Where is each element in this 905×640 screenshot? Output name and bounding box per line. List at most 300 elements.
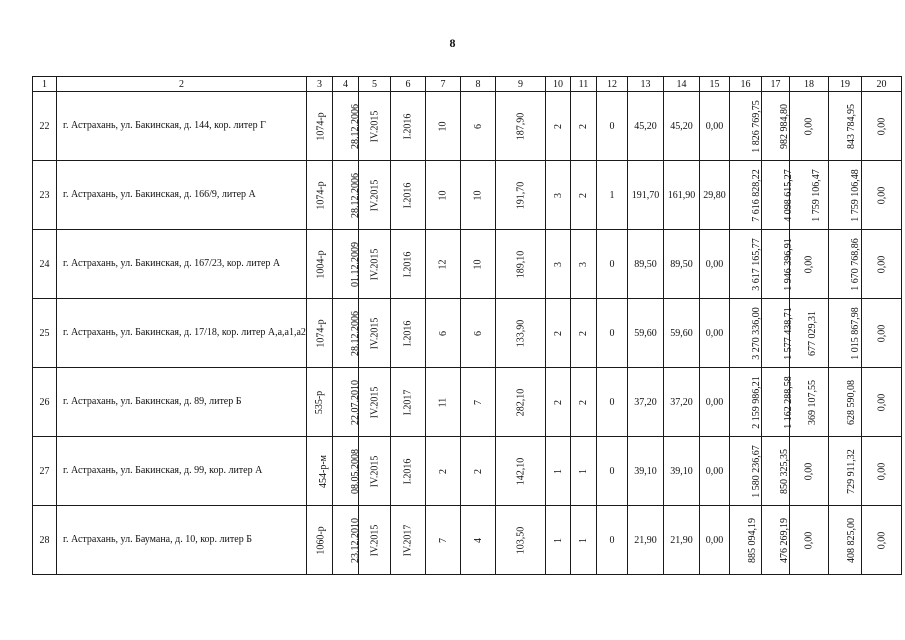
cell-col-6 — [391, 92, 426, 161]
cell-value: 7 — [472, 399, 484, 405]
cell-value: 0,00 — [705, 465, 724, 477]
cell-col-6 — [391, 161, 426, 230]
cell-col-14 — [664, 230, 700, 299]
cell-col-14 — [664, 437, 700, 506]
cell-value: 1 759 106,47 — [810, 168, 822, 222]
cell-col-19 — [829, 230, 862, 299]
cell-col-20 — [862, 299, 902, 368]
cell-col-1 — [33, 437, 57, 506]
cell-value: 1 580 236,67 — [750, 444, 762, 498]
cell-value: 2 — [552, 123, 564, 129]
cell-col-18 — [790, 230, 829, 299]
cell-value: 21,90 — [634, 534, 657, 546]
cell-col-3 — [307, 368, 333, 437]
cell-value: 408 825,00 — [846, 517, 857, 563]
cell-value: 21,90 — [670, 534, 693, 546]
cell-value: 2 — [437, 468, 449, 474]
table-row — [33, 299, 902, 368]
cell-col-15 — [700, 368, 730, 437]
cell-value: 0,00 — [803, 255, 815, 273]
cell-col-18 — [790, 437, 829, 506]
cell-col-19 — [829, 437, 862, 506]
cell-col-15 — [700, 299, 730, 368]
cell-col-14 — [664, 299, 700, 368]
column-header-6: 6 — [391, 77, 426, 92]
column-header-10: 10 — [546, 77, 571, 92]
cell-value: 0 — [609, 534, 615, 546]
cell-value: IV.2015 — [369, 455, 381, 487]
address-text: г. Астрахань, ул. Бакинская, д. 166/9, литер А — [63, 189, 256, 201]
cell-value: 1 — [552, 468, 564, 474]
cell-value: 0 — [609, 327, 615, 339]
cell-col-15 — [700, 161, 730, 230]
cell-col-12 — [597, 161, 628, 230]
address-text: г. Астрахань, ул. Бакинская, д. 99, кор. литер А — [63, 465, 263, 477]
cell-value: 729 911,32 — [845, 448, 857, 494]
cell-col-5 — [359, 299, 391, 368]
cell-col-5 — [359, 368, 391, 437]
cell-col-7 — [426, 437, 461, 506]
cell-value: 0 — [609, 120, 615, 132]
table-row — [33, 437, 902, 506]
cell-value: 1060-р — [315, 525, 327, 555]
cell-value: 0,00 — [876, 393, 887, 411]
cell-col-7 — [426, 506, 461, 575]
cell-value: 1 — [578, 537, 589, 543]
column-header-19: 19 — [829, 77, 862, 92]
cell-value: 2 — [552, 399, 564, 405]
cell-value: 0,00 — [876, 462, 887, 480]
cell-col-5 — [359, 230, 391, 299]
cell-col-1 — [33, 161, 57, 230]
cell-value: 45,20 — [670, 120, 693, 132]
cell-col-14 — [664, 161, 700, 230]
cell-col-12 — [597, 506, 628, 575]
cell-value: 982 984,80 — [779, 103, 790, 149]
cell-value: 0,00 — [705, 396, 724, 408]
cell-value: 1 162 288,58 — [782, 375, 794, 429]
cell-col-20 — [862, 506, 902, 575]
cell-value: 2 — [552, 330, 564, 336]
cell-value: 6 — [472, 330, 484, 336]
cell-value: 37,20 — [634, 396, 657, 408]
cell-value: 89,50 — [634, 258, 657, 270]
column-header-11: 11 — [571, 77, 597, 92]
cell-col-8 — [461, 92, 496, 161]
cell-col-18 — [790, 92, 829, 161]
cell-col-20 — [862, 161, 902, 230]
cell-col-18 — [790, 506, 829, 575]
cell-col-11 — [571, 506, 597, 575]
cell-value: 1 759 106,48 — [849, 168, 861, 222]
cell-value: 0,00 — [803, 531, 815, 549]
cell-value: IV.2015 — [369, 110, 381, 142]
cell-value: 08.05.2008 — [350, 448, 361, 494]
cell-col-2 — [57, 299, 307, 368]
cell-col-6 — [391, 506, 426, 575]
cell-value: 2 — [472, 468, 484, 474]
cell-value: 0,00 — [803, 462, 815, 480]
cell-value: 11 — [437, 397, 449, 407]
cell-col-12 — [597, 437, 628, 506]
cell-col-19 — [829, 506, 862, 575]
cell-col-4 — [333, 230, 359, 299]
cell-value: 2 — [578, 123, 589, 129]
table-row — [33, 161, 902, 230]
cell-value: 6 — [437, 330, 449, 336]
cell-value: 161,90 — [667, 189, 696, 201]
cell-col-11 — [571, 161, 597, 230]
cell-col-17 — [762, 368, 794, 437]
cell-col-16 — [730, 506, 762, 575]
cell-value: 535-р — [314, 390, 325, 414]
cell-value: 59,60 — [670, 327, 693, 339]
cell-col-19 — [829, 299, 862, 368]
cell-value: 476 269,19 — [779, 517, 790, 563]
cell-value: 27 — [39, 465, 50, 477]
cell-value: 0,00 — [876, 117, 887, 135]
cell-value: 28.12.2006 — [350, 103, 361, 149]
cell-value: 3 — [552, 261, 564, 267]
column-header-16: 16 — [730, 77, 762, 92]
cell-col-15 — [700, 230, 730, 299]
table-row — [33, 230, 902, 299]
cell-value: 0,00 — [876, 324, 887, 342]
housing-register-table — [32, 76, 902, 575]
cell-value: 2 — [578, 399, 589, 405]
cell-col-13 — [628, 92, 664, 161]
cell-value: 28.12.2006 — [350, 172, 361, 218]
cell-value: 2 — [578, 192, 589, 198]
cell-value: 0 — [609, 258, 615, 270]
cell-col-17 — [762, 230, 794, 299]
cell-col-3 — [307, 437, 333, 506]
cell-value: 1074-р — [315, 180, 327, 210]
cell-col-17 — [762, 161, 794, 230]
cell-value: 0,00 — [705, 327, 724, 339]
cell-value: 22 — [39, 120, 50, 132]
cell-value: 843 784,95 — [846, 103, 857, 149]
cell-col-9 — [496, 368, 546, 437]
cell-value: 59,60 — [634, 327, 657, 339]
cell-value: 0 — [609, 396, 615, 408]
cell-col-7 — [426, 161, 461, 230]
column-header-3: 3 — [307, 77, 333, 92]
column-header-13: 13 — [628, 77, 664, 92]
header-row — [33, 77, 902, 92]
cell-value: IV.2015 — [369, 179, 381, 211]
cell-value: I.2016 — [402, 320, 414, 346]
cell-value: 37,20 — [670, 396, 693, 408]
cell-col-7 — [426, 92, 461, 161]
cell-col-1 — [33, 506, 57, 575]
cell-value: 454-р-м — [318, 454, 329, 488]
cell-col-1 — [33, 92, 57, 161]
page-number: 8 — [449, 36, 456, 50]
cell-col-16 — [730, 230, 762, 299]
cell-value: 191,70 — [515, 181, 526, 209]
cell-col-1 — [33, 368, 57, 437]
cell-col-3 — [307, 92, 333, 161]
cell-col-13 — [628, 506, 664, 575]
cell-value: 1 015 867,98 — [849, 306, 861, 360]
cell-value: 3 270 336,00 — [750, 306, 762, 360]
cell-col-16 — [730, 161, 762, 230]
cell-col-3 — [307, 506, 333, 575]
cell-col-12 — [597, 230, 628, 299]
cell-value: 1 — [578, 468, 589, 474]
column-header-14: 14 — [664, 77, 700, 92]
cell-col-5 — [359, 92, 391, 161]
cell-col-9 — [496, 506, 546, 575]
cell-col-12 — [597, 299, 628, 368]
cell-col-2 — [57, 437, 307, 506]
cell-value: IV.2015 — [369, 317, 381, 349]
cell-col-8 — [461, 161, 496, 230]
cell-col-20 — [862, 437, 902, 506]
cell-col-11 — [571, 92, 597, 161]
cell-value: 26 — [39, 396, 50, 408]
cell-value: 10 — [437, 190, 449, 200]
cell-value: 22.07.2010 — [350, 379, 361, 425]
column-header-12: 12 — [597, 77, 628, 92]
cell-col-14 — [664, 368, 700, 437]
cell-col-11 — [571, 299, 597, 368]
cell-value: 0,00 — [876, 255, 887, 273]
cell-value: 24 — [39, 258, 50, 270]
cell-col-19 — [829, 368, 862, 437]
cell-value: I.2017 — [402, 389, 414, 415]
cell-value: 39,10 — [670, 465, 693, 477]
cell-col-8 — [461, 299, 496, 368]
cell-col-6 — [391, 230, 426, 299]
cell-col-9 — [496, 92, 546, 161]
cell-col-3 — [307, 299, 333, 368]
cell-col-15 — [700, 92, 730, 161]
cell-value: 1074-р — [315, 318, 327, 348]
cell-col-13 — [628, 161, 664, 230]
column-header-7: 7 — [426, 77, 461, 92]
cell-value: 89,50 — [670, 258, 693, 270]
cell-col-6 — [391, 437, 426, 506]
cell-col-10 — [546, 92, 571, 161]
address-text: г. Астрахань, ул. Бакинская, д. 144, кор. литер Г — [63, 120, 266, 132]
cell-col-19 — [829, 161, 862, 230]
cell-col-17 — [762, 299, 794, 368]
cell-col-13 — [628, 299, 664, 368]
cell-value: 3 617 165,77 — [750, 237, 762, 291]
cell-col-6 — [391, 299, 426, 368]
cell-col-8 — [461, 368, 496, 437]
address-text: г. Астрахань, ул. Бакинская, д. 167/23, кор. литер А — [63, 258, 281, 270]
cell-value: 0,00 — [705, 258, 724, 270]
cell-col-17 — [762, 506, 790, 575]
cell-value: 29,80 — [703, 189, 726, 201]
cell-value: 677 029,31 — [807, 310, 818, 356]
cell-value: 28.12.2006 — [350, 310, 361, 356]
cell-col-5 — [359, 506, 391, 575]
cell-col-16 — [730, 368, 762, 437]
cell-col-4 — [333, 368, 359, 437]
table-row — [33, 92, 902, 161]
cell-col-8 — [461, 230, 496, 299]
cell-value: 103,50 — [515, 526, 526, 554]
cell-value: 1074-р — [315, 111, 327, 141]
cell-value: 282,10 — [515, 388, 526, 416]
column-header-8: 8 — [461, 77, 496, 92]
cell-value: 7 616 828,22 — [750, 168, 762, 222]
cell-col-10 — [546, 299, 571, 368]
column-header-4: 4 — [333, 77, 359, 92]
cell-col-4 — [333, 299, 359, 368]
cell-value: 2 159 986,21 — [750, 375, 762, 429]
cell-col-5 — [359, 161, 391, 230]
cell-value: I.2016 — [402, 458, 414, 484]
column-header-9: 9 — [496, 77, 546, 92]
cell-value: I.2016 — [402, 182, 414, 208]
column-header-20: 20 — [862, 77, 902, 92]
cell-col-9 — [496, 161, 546, 230]
cell-value: 01.12.2009 — [350, 241, 361, 287]
column-header-15: 15 — [700, 77, 730, 92]
cell-value: 7 — [437, 537, 449, 543]
cell-col-2 — [57, 368, 307, 437]
cell-col-18 — [790, 368, 829, 437]
cell-value: 45,20 — [634, 120, 657, 132]
cell-col-20 — [862, 92, 902, 161]
column-header-1: 1 — [33, 77, 57, 92]
cell-col-13 — [628, 368, 664, 437]
cell-value: I.2016 — [402, 251, 414, 277]
column-header-5: 5 — [359, 77, 391, 92]
cell-value: IV.2017 — [402, 524, 414, 556]
cell-col-6 — [391, 368, 426, 437]
cell-value: 2 — [578, 330, 589, 336]
cell-col-20 — [862, 368, 902, 437]
cell-value: 25 — [39, 327, 50, 339]
cell-col-14 — [664, 506, 700, 575]
cell-col-10 — [546, 368, 571, 437]
cell-value: 191,70 — [631, 189, 660, 201]
cell-col-17 — [762, 92, 790, 161]
cell-col-18 — [790, 299, 829, 368]
cell-value: 0 — [609, 465, 615, 477]
cell-col-11 — [571, 437, 597, 506]
cell-value: 4 098 615,27 — [782, 168, 794, 222]
cell-col-1 — [33, 230, 57, 299]
cell-value: 10 — [472, 259, 484, 269]
cell-col-14 — [664, 92, 700, 161]
cell-col-10 — [546, 506, 571, 575]
cell-value: 1 670 768,86 — [849, 237, 861, 291]
cell-value: 1 577 438,71 — [782, 306, 794, 360]
cell-value: 0,00 — [705, 534, 724, 546]
cell-col-16 — [730, 92, 762, 161]
cell-value: 10 — [437, 121, 449, 131]
cell-value: 0,00 — [876, 531, 887, 549]
cell-value: 23 — [39, 189, 50, 201]
cell-col-16 — [730, 437, 762, 506]
cell-col-9 — [496, 437, 546, 506]
cell-value: 1 826 769,75 — [750, 99, 762, 153]
cell-col-9 — [496, 299, 546, 368]
cell-col-5 — [359, 437, 391, 506]
cell-col-12 — [597, 368, 628, 437]
cell-value: 133,90 — [515, 319, 526, 347]
cell-col-18 — [790, 161, 829, 230]
cell-value: 0,00 — [876, 186, 887, 204]
cell-value: 1 — [609, 189, 615, 201]
cell-value: 1004-р — [315, 249, 327, 279]
cell-col-9 — [496, 230, 546, 299]
address-text: г. Астрахань, ул. Бакинская, д. 17/18, кор. литер А,а,а1,а2 — [63, 327, 306, 339]
cell-value: 39,10 — [634, 465, 657, 477]
cell-value: IV.2015 — [369, 524, 381, 556]
cell-col-2 — [57, 161, 307, 230]
cell-col-8 — [461, 437, 496, 506]
cell-col-15 — [700, 506, 730, 575]
address-text: г. Астрахань, ул. Бакинская, д. 89, литер Б — [63, 396, 242, 408]
cell-value: 10 — [472, 190, 484, 200]
cell-col-4 — [333, 92, 359, 161]
cell-col-10 — [546, 437, 571, 506]
column-header-17: 17 — [762, 77, 790, 92]
cell-col-2 — [57, 92, 307, 161]
cell-value: IV.2015 — [369, 386, 381, 418]
address-text: г. Астрахань, ул. Баумана, д. 10, кор. литер Б — [63, 534, 252, 546]
cell-value: 369 107,55 — [807, 379, 818, 425]
cell-value: 23.12.2010 — [350, 517, 361, 563]
cell-value: 850 325,35 — [779, 448, 790, 494]
cell-col-4 — [333, 437, 359, 506]
cell-value: 4 — [472, 537, 484, 543]
cell-value: 142,10 — [515, 457, 526, 485]
cell-value: 189,10 — [515, 250, 526, 278]
cell-col-11 — [571, 368, 597, 437]
cell-value: IV.2015 — [369, 248, 381, 280]
cell-value: 1 946 396,91 — [782, 237, 794, 291]
cell-value: 628 590,08 — [846, 379, 857, 425]
cell-col-17 — [762, 437, 790, 506]
column-header-2: 2 — [57, 77, 307, 92]
cell-value: 3 — [578, 261, 589, 267]
cell-value: I.2016 — [402, 113, 414, 139]
cell-col-10 — [546, 161, 571, 230]
cell-value: 28 — [39, 534, 50, 546]
cell-col-8 — [461, 506, 496, 575]
cell-value: 885 094,19 — [747, 517, 758, 563]
cell-col-19 — [829, 92, 862, 161]
cell-col-1 — [33, 299, 57, 368]
cell-col-7 — [426, 368, 461, 437]
cell-col-16 — [730, 299, 762, 368]
cell-col-4 — [333, 506, 359, 575]
cell-col-4 — [333, 161, 359, 230]
cell-col-12 — [597, 92, 628, 161]
cell-value: 3 — [552, 192, 564, 198]
cell-col-2 — [57, 506, 307, 575]
cell-value: 1 — [552, 537, 564, 543]
cell-value: 0,00 — [803, 117, 815, 135]
cell-col-13 — [628, 437, 664, 506]
table-row — [33, 368, 902, 437]
cell-col-7 — [426, 230, 461, 299]
cell-col-13 — [628, 230, 664, 299]
cell-col-3 — [307, 230, 333, 299]
cell-col-11 — [571, 230, 597, 299]
table-row — [33, 506, 902, 575]
cell-col-20 — [862, 230, 902, 299]
